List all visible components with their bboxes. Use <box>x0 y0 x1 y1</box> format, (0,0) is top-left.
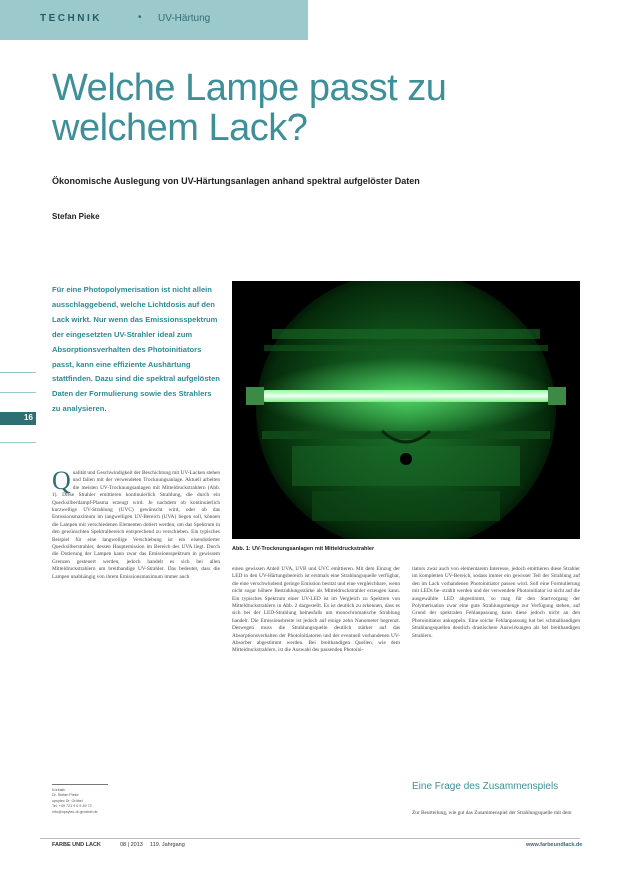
dropcap: Q <box>52 470 71 495</box>
contact-line: Tel. +49 721 9 0 9 49 72 <box>52 804 92 809</box>
body-column-1 <box>52 470 220 770</box>
lamp-mount <box>400 453 412 465</box>
uv-tube <box>260 390 552 402</box>
page-number: 16 <box>24 413 33 422</box>
figure-caption: Abb. 1: UV-Trocknungsanlagen mit Mitteldruckstrahler <box>232 546 375 552</box>
contact-email[interactable]: info@opsytec-dr-groebel.de <box>52 809 98 814</box>
margin-rule <box>0 372 36 373</box>
footer-year: 119. Jahrgang <box>150 842 185 848</box>
contact-rule <box>52 784 108 785</box>
section-label: TECHNIK <box>40 13 102 24</box>
contact-info <box>52 788 152 815</box>
article-title-line-1: Welche Lampe passt zu <box>52 67 447 109</box>
margin-rule <box>0 442 36 443</box>
subsection-label: UV-Härtung <box>158 13 211 24</box>
article-title-line-2: welchem Lack? <box>52 107 308 149</box>
margin-rule <box>0 392 36 393</box>
section-subhead: Eine Frage des Zusammenspiels <box>412 781 559 792</box>
body-column-3: tiators zwar auch von elementarem Interesse, jedoch emittieren diese Strahler im kompletten UV-Bereich, sodass immer ein gewisser Teil der Strahlung auf den im Lack vorhandenen Photoinitiator passen wird. Soll eine Formulierung mit LEDs be- strahlt werden und der verwendete Photoinitiator ist nicht auf die ausgewählte LED abgestimmt, so mag für den Startvorgang der Polymerisation zwar eine gute Strahlungsmenge zur Verfügung stehen, auf Grund der spektralen Fehlanpassung kann diese jedoch nicht an den Photoinitiator ankoppeln. Eine solche Fehlanpassung hat bei schmalbandigen Strahlungsquellen deutlich drastischere Auswirkungen als bei breitbandigen Strahlern. <box>412 566 580 639</box>
uv-lamp-photo <box>232 281 580 539</box>
author-name: Stefan Pieke <box>52 212 100 221</box>
body-column-4: Zur Beurteilung, wie gut das Zusammenspiel der Strahlungsquelle mit dem <box>412 810 572 816</box>
footer-magazine: FARBE UND LACK <box>52 842 101 848</box>
lead-paragraph: Für eine Photopolymerisation ist nicht allein ausschlaggebend, welche Lichtdosis auf den Lack wirkt. Nur wenn das Emissionsspektrum der eingesetzten UV-Strahler ideal zum Absorptionsverhalten des Photoinitiators passt, kann eine effiziente Aushärtung stattfinden. Dazu sind die spektral aufgelösten Daten der Formulierung sowie des Strahlers zu analysieren. <box>52 285 220 414</box>
contact-line: Kontakt: <box>52 788 66 792</box>
body-text: ualität und Geschwindigkeit der Beschichtung mit UV-Lacken stehen und fallen mit der verwendeten Trocknungsanlage. Aktuell arbeiten die meisten UV-Trocknungsanlagen mit Mitteldruckstrahlern (Abb. 1). Diese Strahler emittieren kontinuierlich Strahlung, die durch ein Quecksilberdampf-Plasma erzeugt wird. Je nachdem ob kontinuierlich kurzwellige UV-Strahlung (UVC) gewünscht wird, oder ob das Emissionsmaximum im langwelligen UV-Bereich (UVA) liegen soll, können die Lampen mit verschiedenen Elementen dotiert werden, um das Spektrum in den gewünschten Spektralbereich entsprechend zu verschieben. Ein typisches Beispiel für eine langwellige Verschiebung ist ein eisendotierter Quecksilberstrahler, dessen Hauptemission im Bereich des UVA liegt. Durch die Dotierung der Lampen kann zwar das Emissionsspektrum in gewissem Grenzen gesteuert werden, jedoch handelt es sich bei allen Mitteldruckstrahlern um breitbandige UV-Strahler. Das bedeutet, dass die Lampen unabhängig von ihrem Emissionsmaximum immer auch <box>52 470 220 580</box>
footer-url[interactable]: www.farbeundlack.de <box>526 842 583 848</box>
contact-line: Dr. Stefan Pieke <box>52 793 79 798</box>
footer-issue: 08 | 2013 <box>120 842 143 848</box>
header-bullet: • <box>138 12 142 23</box>
article-subtitle: Ökonomische Auslegung von UV-Härtungsanlagen anhand spektral aufgelöster Daten <box>52 176 420 186</box>
footer-rule <box>40 838 580 839</box>
contact-line: opsytec Dr. Gröbel <box>52 798 83 803</box>
body-column-2: einen gewissen Anteil UVA, UVB und UVC emittieren. Mit dem Einzug der LED in den UV-Härtungsbereich ist erstmals eine Strahlungsquelle verfügbar, die eine verschwindend geringe Emission besitzt und eine vergleichbare, wenn nicht sogar höhere Bestrahlungsstärke als Mitteldruckstrahler erzeugen kann. Ein typisches Spektrum einer UV-LED ist im Vergleich zu Spektren von Mitteldruckstrahlern in Abb. 2 dargestellt. Es ist deutlich zu erkennen, dass es sich bei der LED-Strahlung keinesfalls um monochromatische Strahlung handelt. Die Emissionsbreite ist jedoch auf einige zehn Nanometer begrenzt. Deswegen muss die Strahlungsquelle deutlich stärker auf das Absorptionsverhalten der Photoinitiatoren und der eventuell vorhandenen UV-Absorber abgestimmt werden. Bei breitbandigen Quellen, wie dem Mitteldruckstrahlern, ist die Auswahl des passenden Photoini- <box>232 566 400 654</box>
uv-lamp-illustration <box>232 281 580 539</box>
